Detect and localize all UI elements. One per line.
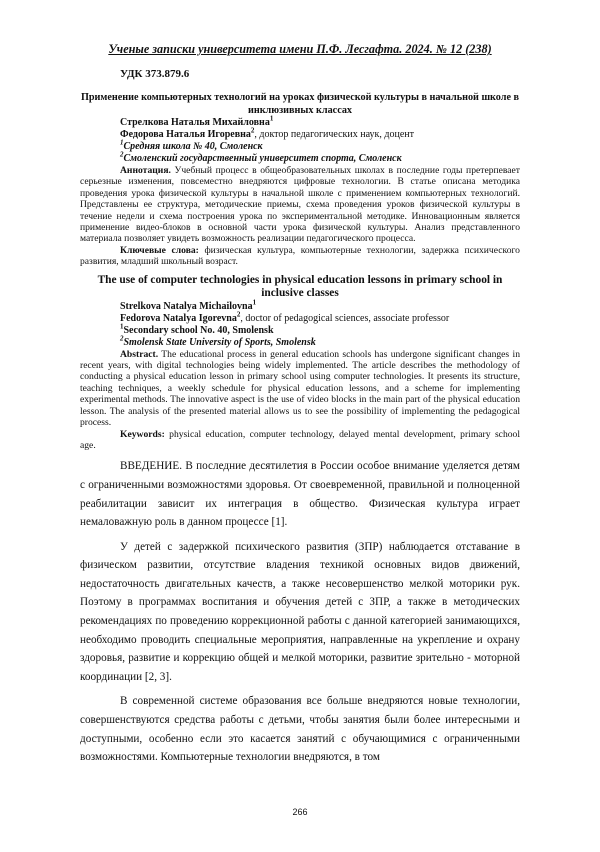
en-abstract-text: The educational process in general education schools has undergone significant changes in recent years, with digital technologies being widely implemented. The article describes the methodology of conducting a physical education lesson in primary school using computer technologies. It presents its structure, teaching techniques, a weekly schedule for physical education lessons, and a scheme for implementing experimental methods. The innovative aspect is the use of video blocks in the main part of the physical education lesson. The analysis of the presented material allows us to see the possibility of implementing the pedagogical process.: [80, 348, 520, 429]
en-abstract-label: Abstract.: [120, 348, 159, 360]
ru-title: Применение компьютерных технологий на уроках физической культуры в начальной школе в инклюзивных классах: [80, 92, 520, 116]
ru-abstract: [80, 165, 520, 245]
en-author1-name: Strelkova Natalya Michailovna: [120, 300, 253, 312]
en-keywords: [80, 429, 520, 452]
ru-author2-sup: 2: [250, 126, 255, 135]
en-author2: [120, 310, 520, 325]
en-aff2-sup: 2: [120, 334, 124, 343]
ru-author2: [120, 126, 520, 141]
ru-aff2-sup: 2: [120, 150, 124, 159]
en-abstract: [80, 349, 520, 429]
udk-code: УДК 373.879.6: [120, 68, 190, 80]
en-author2-rest: , doctor of pedagogical sciences, associate professor: [240, 312, 450, 324]
intro-paragraph-2: У детей с задержкой психического развития (ЗПР) наблюдается отставание в физическом развитии, отсутствие владения техникой основных видов движений, недостаточность двигательных качеств, а также несовершенство мелкой моторики рук. Поэтому в программах воспитания и обучения детей с ЗПР, а также в методических рекомендациях по проведению коррекционной работы с данной категорией занимающихся, необходимо проводить специальные мероприятия, направленные на укрепление и охрану здоровья, развитие и коррекцию общей и мелкой моторики, развитие зрительно - моторной координации [2, 3].: [80, 540, 520, 683]
ru-abstract-label: Аннотация.: [120, 165, 171, 176]
ru-abstract-text: Учебный процесс в общеобразовательных школах в последние годы претерпевает серьезные изменения, повсеместно внедряются цифровые технологии. В статье описана методика проведения урока физической культуры в начальной школе с применением компьютерных технологий. Представлены ее структура, методические приемы, схема проведения уроков физической культуры в течение недели и схема построения урока по экспериментальной методике. Инновационным является применение видео-блоков в основной части урока физической культуры. Анализ представленного материала позволяет увидеть возможность реализации педагогического процесса.: [80, 165, 520, 245]
en-aff1-text: Secondary school No. 40, Smolensk: [123, 324, 274, 336]
ru-author2-name: Федорова Наталья Игоревна: [120, 129, 251, 140]
ru-aff1-sup: 1: [120, 138, 124, 147]
ru-author1-name: Стрелкова Наталья Михайловна: [120, 117, 270, 128]
en-affiliation1: [120, 322, 520, 337]
intro-paragraph-1: ВВЕДЕНИЕ. В последние десятилетия в России особое внимание уделяется детям с ограниченными возможностями здоровья. От своевременной, правильной и полноценной реабилитации зависит их интеграция в общество. Физическая культура играет немаловажную роль в данном процессе [1].: [80, 460, 520, 529]
ru-author1: [120, 114, 520, 129]
ru-author2-rest: , доктор педагогических наук, доцент: [254, 129, 415, 140]
en-author2-sup: 2: [236, 310, 241, 319]
en-author1-sup: 1: [252, 298, 257, 307]
page-number: 266: [292, 807, 308, 817]
journal-header: Ученые записки университета имени П.Ф. Лесгафта. 2024. № 12 (238): [108, 42, 492, 56]
ru-affiliation2: [120, 150, 520, 165]
article-page: [80, 68, 520, 767]
ru-keywords-text: физическая культура, компьютерные технологии, задержка психического развития, младший школьный возраст.: [80, 244, 520, 268]
en-affiliation2: [120, 334, 520, 349]
ru-author1-sup: 1: [269, 114, 274, 123]
ru-keywords: [80, 245, 520, 268]
en-aff1-sup: 1: [120, 322, 124, 331]
en-title: The use of computer technologies in physical education lessons in primary school in inclusive classes: [97, 273, 503, 300]
ru-aff2-text: Смоленский государственный университет спорта, Смоленск: [123, 153, 402, 164]
intro-paragraph-3: В современной системе образования все больше внедряются новые технологии, совершенствуются средства работы с детьми, чтобы занятия были более интересными и доступными, особенно если это касается занятий с обучающимися с ограниченными возможностями. Компьютерные технологии внедряются, в том: [80, 695, 520, 764]
ru-keywords-label: Ключевые слова:: [120, 244, 199, 256]
en-author1: [120, 298, 520, 313]
ru-aff1-text: Средняя школа № 40, Смоленск: [123, 141, 263, 152]
en-keywords-label: Keywords:: [120, 428, 165, 440]
en-keywords-text: physical education, computer technology, delayed mental development, primary school age.: [80, 428, 520, 451]
en-author2-name: Fedorova Natalya Igorevna: [120, 312, 237, 324]
ru-affiliation1: [120, 138, 520, 153]
en-aff2-text: Smolensk State University of Sports, Smolensk: [123, 336, 316, 348]
